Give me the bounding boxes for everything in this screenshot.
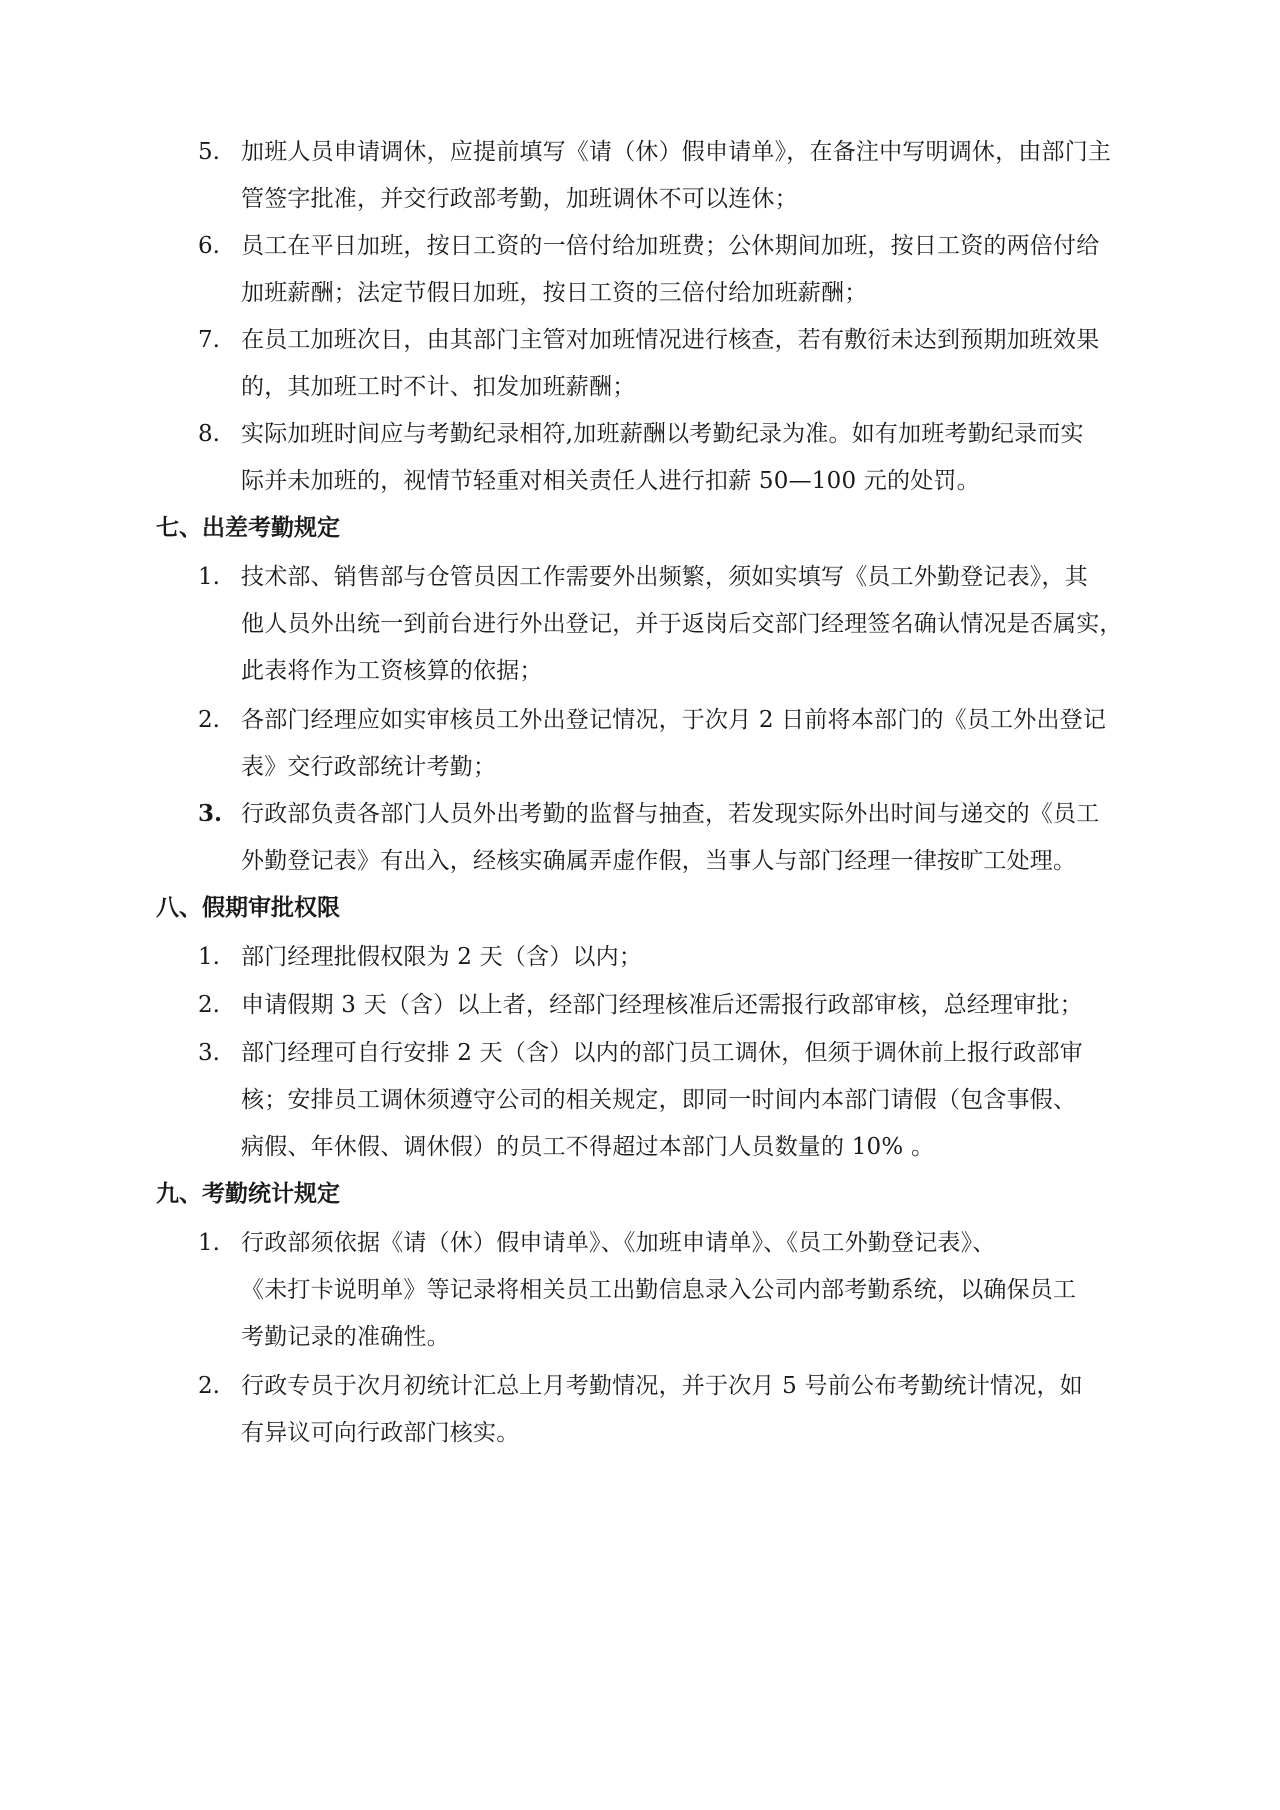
item-number: 1. <box>198 1230 220 1256</box>
item-line: 行政部负责各部门人员外出考勤的监督与抽查，若发现实际外出时间与递交的《员工 <box>241 801 1100 827</box>
item-line: 核；安排员工调休须遵守公司的相关规定，即同一时间内本部门请假（包含事假、 <box>241 1087 1077 1113</box>
item-line: 《未打卡说明单》等记录将相关员工出勤信息录入公司内部考勤系统，以确保员工 <box>241 1277 1077 1303</box>
item-line: 管签字批准，并交行政部考勤，加班调休不可以连休； <box>241 186 798 212</box>
item-line: 考勤记录的准确性。 <box>241 1324 450 1350</box>
item-line: 此表将作为工资核算的依据； <box>241 658 543 684</box>
item-line: 申请假期 3 天（含）以上者，经部门经理核准后还需报行政部审核，总经理审批； <box>241 992 1083 1018</box>
item-number: 3. <box>198 1040 220 1066</box>
item-line: 技术部、销售部与仓管员因工作需要外出频繁，须如实填写《员工外勤登记表》，其 <box>241 564 1088 590</box>
item-number: 2. <box>198 707 220 733</box>
item-line: 各部门经理应如实审核员工外出登记情况，于次月 2 日前将本部门的《员工外出登记 <box>241 707 1107 733</box>
item-line: 在员工加班次日，由其部门主管对加班情况进行核查，若有敷衍未达到预期加班效果 <box>241 327 1100 353</box>
item-line: 的，其加班工时不计、扣发加班薪酬； <box>241 374 636 400</box>
item-line: 部门经理批假权限为 2 天（含）以内； <box>241 944 643 970</box>
item-number: 3. <box>198 800 223 827</box>
section-heading: 九、考勤统计规定 <box>156 1180 340 1207</box>
item-number: 7. <box>198 327 220 353</box>
item-number: 8. <box>198 421 220 447</box>
item-line: 际并未加班的，视情节轻重对相关责任人进行扣薪 50—100 元的处罚。 <box>241 468 980 494</box>
item-number: 1. <box>198 564 220 590</box>
item-line: 行政专员于次月初统计汇总上月考勤情况，并于次月 5 号前公布考勤统计情况，如 <box>241 1373 1083 1399</box>
item-line: 表》交行政部统计考勤； <box>241 754 497 780</box>
item-line: 加班人员申请调休，应提前填写《请（休）假申请单》，在备注中写明调休，由部门主 <box>241 139 1112 165</box>
item-number: 5. <box>198 139 220 165</box>
item-line: 他人员外出统一到前台进行外出登记，并于返岗后交部门经理签名确认情况是否属实， <box>241 611 1123 637</box>
item-line: 实际加班时间应与考勤纪录相符,加班薪酬以考勤纪录为准。如有加班考勤纪录而实 <box>241 421 1084 447</box>
section-heading: 七、出差考勤规定 <box>156 514 340 541</box>
item-line: 加班薪酬；法定节假日加班，按日工资的三倍付给加班薪酬； <box>241 280 868 306</box>
section-heading: 八、假期审批权限 <box>156 894 340 921</box>
item-number: 2. <box>198 1373 220 1399</box>
item-line: 病假、年休假、调休假）的员工不得超过本部门人员数量的 10% 。 <box>241 1134 935 1160</box>
item-line: 有异议可向行政部门核实。 <box>241 1420 520 1446</box>
item-line: 部门经理可自行安排 2 天（含）以内的部门员工调休，但须于调休前上报行政部审 <box>241 1040 1083 1066</box>
item-line: 行政部须依据《请（休）假申请单》、《加班申请单》、《员工外勤登记表》、 <box>241 1230 996 1256</box>
item-line: 员工在平日加班，按日工资的一倍付给加班费；公休期间加班，按日工资的两倍付给 <box>241 233 1100 259</box>
item-number: 1. <box>198 944 220 970</box>
item-line: 外勤登记表》有出入，经核实确属弄虚作假，当事人与部门经理一律按旷工处理。 <box>241 848 1077 874</box>
item-number: 6. <box>198 233 220 259</box>
item-number: 2. <box>198 992 220 1018</box>
